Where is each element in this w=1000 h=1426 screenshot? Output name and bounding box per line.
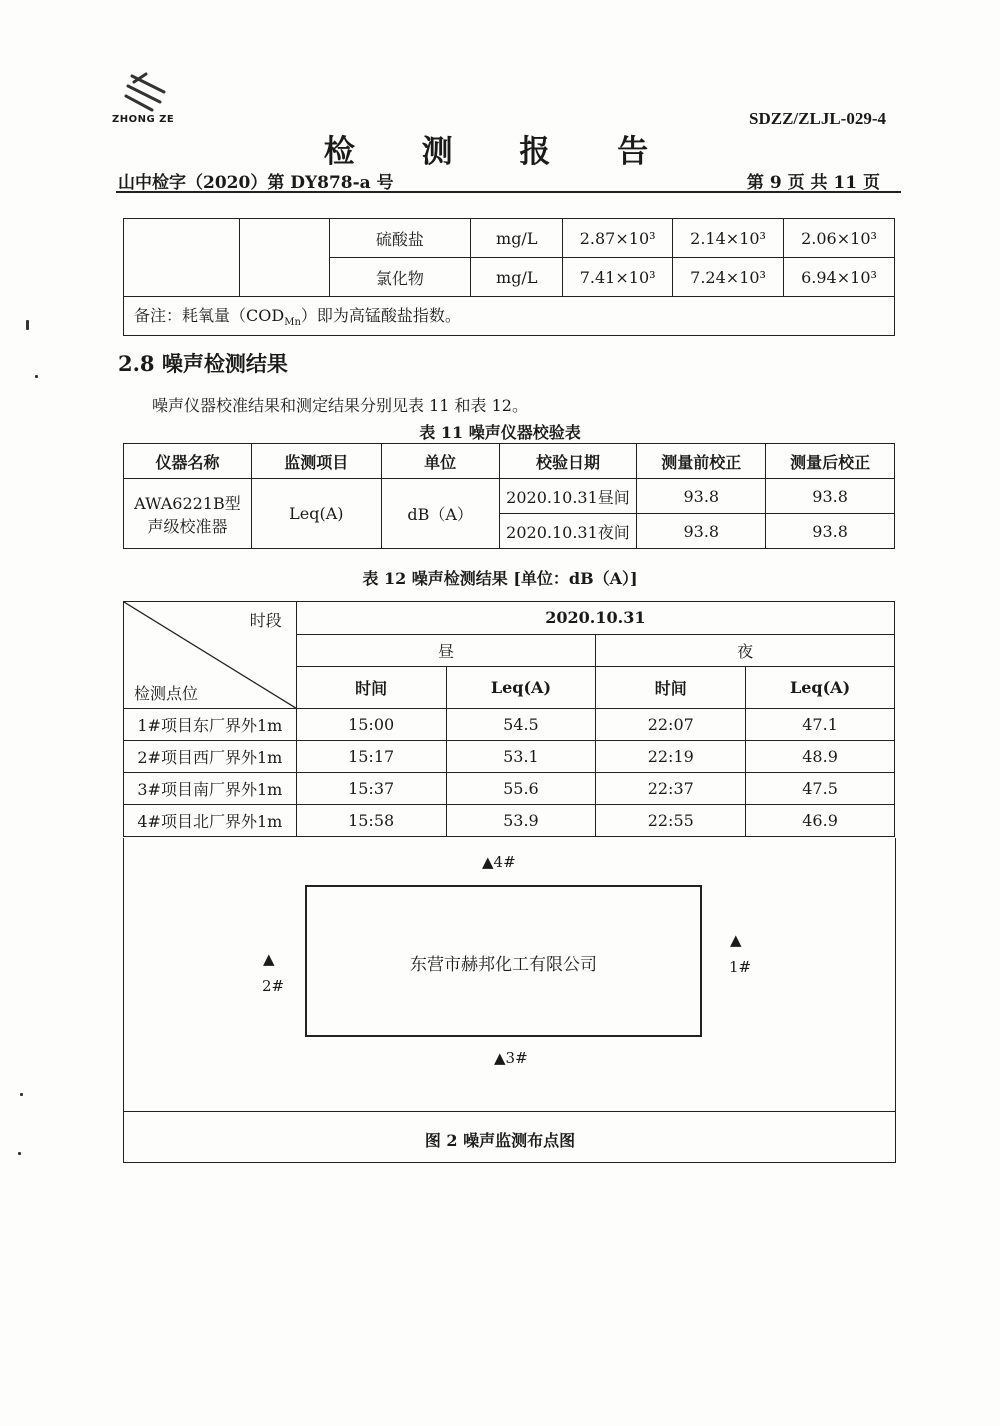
logo-text: ZHONG ZE bbox=[112, 114, 175, 125]
table-header-row bbox=[124, 602, 895, 635]
water-results-table-continued bbox=[123, 218, 895, 336]
point-3-marker: ▲3# bbox=[494, 1049, 528, 1067]
point-2-label: 2# bbox=[262, 977, 285, 995]
point-cell: 2#项目西厂界外1m bbox=[124, 741, 297, 773]
table-cell bbox=[239, 219, 329, 297]
table-cell: 22:37 bbox=[596, 773, 746, 805]
note-prefix: 备注：耗氧量（COD bbox=[134, 306, 285, 326]
corner-bottom-label: 检测点位 bbox=[134, 684, 199, 703]
column-header: Leq(A) bbox=[446, 667, 596, 709]
table-cell: 2.06×10³ bbox=[784, 219, 895, 258]
noise-results-table bbox=[123, 601, 895, 837]
report-number: 山中检字（2020）第 DY878-a 号 bbox=[118, 173, 394, 193]
scan-speck bbox=[35, 375, 38, 378]
instrument-line2: 声级校准器 bbox=[147, 516, 228, 536]
scan-speck bbox=[26, 320, 29, 330]
date-header: 2020.10.31 bbox=[296, 602, 894, 635]
page-info: 第 9 页 共 11 页 bbox=[746, 173, 880, 193]
column-header: 时间 bbox=[296, 667, 446, 709]
table-cell: 22:55 bbox=[596, 805, 746, 837]
table-cell: 15:58 bbox=[296, 805, 446, 837]
table-cell: 54.5 bbox=[446, 709, 596, 741]
table-cell: 6.94×10³ bbox=[784, 258, 895, 297]
column-header: 测量前校正 bbox=[637, 444, 766, 479]
column-header: 时间 bbox=[596, 667, 746, 709]
table-cell: dB（A） bbox=[381, 479, 499, 549]
day-header: 昼 bbox=[296, 634, 596, 667]
table-cell: 47.5 bbox=[746, 773, 895, 805]
point-2-triangle-icon: ▲ bbox=[263, 950, 275, 968]
header-rule bbox=[116, 191, 901, 193]
table-cell: mg/L bbox=[471, 258, 563, 297]
table-cell: 93.8 bbox=[637, 514, 766, 549]
corner-top-label: 时段 bbox=[249, 611, 282, 630]
table-cell: 硫酸盐 bbox=[329, 219, 471, 258]
note-suffix: ）即为高锰酸盐指数。 bbox=[300, 306, 461, 326]
point-1-label: 1# bbox=[729, 958, 752, 976]
table-cell: 15:37 bbox=[296, 773, 446, 805]
table-row bbox=[124, 297, 895, 336]
table-cell: 2020.10.31夜间 bbox=[499, 514, 637, 549]
table12-caption: 表 12 噪声检测结果 [单位：dB（A）] bbox=[362, 569, 638, 588]
figure-caption: 图 2 噪声监测布点图 bbox=[424, 1131, 576, 1150]
table-cell: 47.1 bbox=[746, 709, 895, 741]
table-cell: mg/L bbox=[471, 219, 563, 258]
table-cell: 53.1 bbox=[446, 741, 596, 773]
table-cell: Leq(A) bbox=[251, 479, 381, 549]
note-subscript: Mn bbox=[284, 317, 301, 329]
table-cell: 7.41×10³ bbox=[563, 258, 673, 297]
table-cell: 22:07 bbox=[596, 709, 746, 741]
point-cell: 3#项目南厂界外1m bbox=[124, 773, 297, 805]
table-cell: 53.9 bbox=[446, 805, 596, 837]
scan-speck bbox=[20, 1093, 23, 1096]
table-cell: 93.8 bbox=[766, 514, 895, 549]
night-header: 夜 bbox=[596, 634, 895, 667]
point-cell: 1#项目东厂界外1m bbox=[124, 709, 297, 741]
table-cell: 氯化物 bbox=[329, 258, 471, 297]
point-4-marker: ▲4# bbox=[482, 853, 516, 871]
scan-speck bbox=[18, 1152, 21, 1155]
table-cell: 93.8 bbox=[637, 479, 766, 514]
section-heading: 2.8 噪声检测结果 bbox=[118, 351, 288, 376]
table-cell: 46.9 bbox=[746, 805, 895, 837]
table-row bbox=[124, 479, 895, 514]
table-row bbox=[124, 741, 895, 773]
plant-name: 东营市赫邦化工有限公司 bbox=[410, 955, 597, 975]
point-cell: 4#项目北厂界外1m bbox=[124, 805, 297, 837]
column-header: 仪器名称 bbox=[124, 444, 252, 479]
table11-caption: 表 11 噪声仪器校验表 bbox=[419, 423, 581, 442]
point-1-triangle-icon: ▲ bbox=[730, 931, 742, 949]
table-row bbox=[124, 219, 895, 258]
table-row bbox=[124, 805, 895, 837]
instrument-name-cell bbox=[124, 479, 252, 549]
section-paragraph: 噪声仪器校准结果和测定结果分别见表 11 和表 12。 bbox=[152, 396, 528, 415]
table-cell: 7.24×10³ bbox=[673, 258, 784, 297]
instrument-calibration-table bbox=[123, 443, 895, 549]
table-cell: 22:19 bbox=[596, 741, 746, 773]
document-code: SDZZ/ZLJL-029-4 bbox=[749, 109, 886, 128]
table-cell: 15:00 bbox=[296, 709, 446, 741]
column-header: 测量后校正 bbox=[766, 444, 895, 479]
table-row bbox=[124, 773, 895, 805]
table-cell: 48.9 bbox=[746, 741, 895, 773]
figure-divider bbox=[123, 1111, 895, 1112]
table-row bbox=[124, 709, 895, 741]
corner-header-cell bbox=[124, 602, 297, 709]
column-header: 单位 bbox=[381, 444, 499, 479]
instrument-line1: AWA6221B型 bbox=[134, 493, 241, 513]
table-cell: 2.14×10³ bbox=[673, 219, 784, 258]
table-note bbox=[124, 297, 895, 336]
table-cell bbox=[124, 219, 240, 297]
table-cell: 55.6 bbox=[446, 773, 596, 805]
column-header: Leq(A) bbox=[746, 667, 895, 709]
column-header: 监测项目 bbox=[251, 444, 381, 479]
table-cell: 2020.10.31昼间 bbox=[499, 479, 637, 514]
table-header-row bbox=[124, 444, 895, 479]
table-cell: 93.8 bbox=[766, 479, 895, 514]
table-cell: 2.87×10³ bbox=[563, 219, 673, 258]
table-cell: 15:17 bbox=[296, 741, 446, 773]
column-header: 校验日期 bbox=[499, 444, 637, 479]
report-title: 检 测 报 告 bbox=[323, 134, 677, 170]
